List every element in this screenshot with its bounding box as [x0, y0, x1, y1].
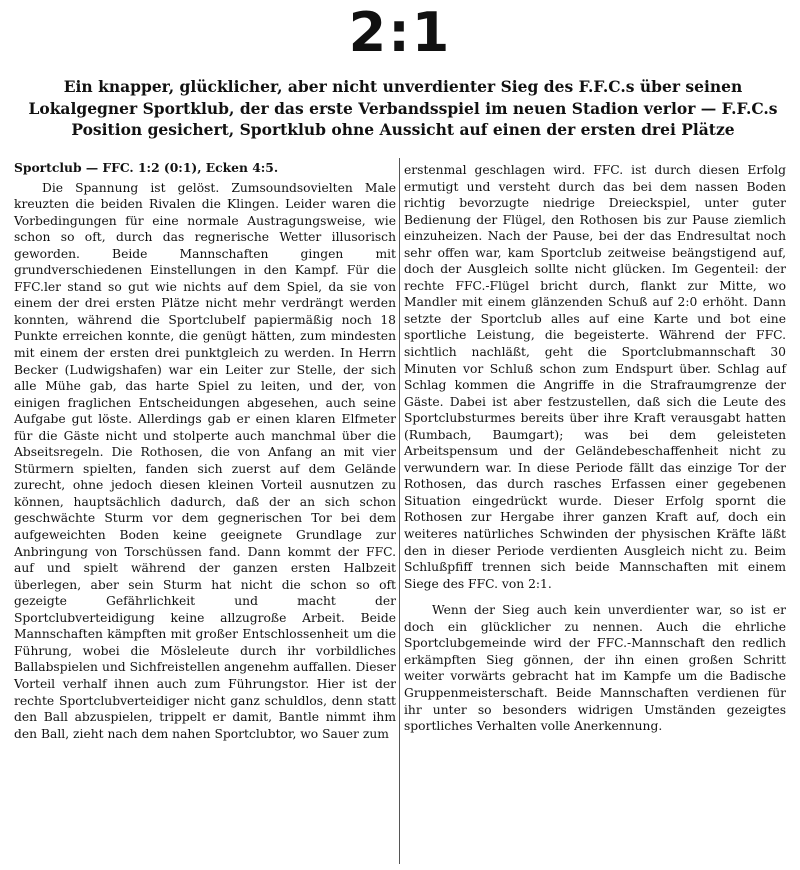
left-column: [14, 160, 396, 742]
article-paragraph: erstenmal geschlagen wird. FFC. ist durch diesen Erfolg ermutigt und versteht durch das bei dem nassen Boden richtig bevorzugte niedrige Dreieckspiel, unter guter Bedienung der Flügel, den Rothosen bis zur Pause ziemlich einzuheizen. Nach der Pause, bei der das Endresultat noch sehr offen war, kam Sportclub zeitweise beängstigend auf, doch der Ausgleich sollte nicht glücken. Im Gegenteil: der rechte FFC.-Flügel bricht durch, flankt zur Mitte, wo Mandler mit einem glänzenden Schuß auf 2:0 erhöht. Dann setzte der Sportclub alles auf eine Karte und bot eine sportliche Leistung, die begeisterte. Während der FFC. sichtlich nachläßt, geht die Sportclubmannschaft 30 Minuten vor Schluß schon zum Endspurt über. Schlag auf Schlag kommen die Angriffe in die Strafraumgrenze der Gäste. Dabei ist aber festzustellen, daß sich die Leute des Sportclubsturmes bereits über ihre Kraft verausgabt hatten (Rumbach, Baumgart); was bei dem geleisteten Arbeitspensum und der Geländebeschaffenheit nicht zu verwundern war. In diese Periode fällt das einzige Tor der Rothosen, das durch rasches Erfassen einer gegebenen Situation eingedrückt wurde. Dieser Erfolg spornt die Rothosen zur Hergabe ihrer ganzen Kraft auf, doch ein weiteres natürliches Schwinden der physischen Kräfte läßt den in dieser Periode verdienten Ausgleich nicht zu. Beim Schlußpfiff trennen sich beide Mannschaften mit einem Siege des FFC. von 2:1.: [404, 163, 786, 591]
match-result-line: Sportclub — FFC. 1:2 (0:1), Ecken 4:5.: [14, 160, 279, 175]
score-title: 2:1: [348, 1, 452, 64]
headline: Ein knapper, glücklicher, aber nicht unverdienter Sieg des F.F.C.s über seinen Lokalgegner Sportklub, der das erste Verbandsspiel im neuen Stadion verlor — F.F.C.s Position gesichert, Sportklub ohne Aussicht auf einen der ersten drei Plätze: [28, 77, 778, 139]
right-column: [404, 162, 786, 735]
article-paragraph: Die Spannung ist gelöst. Zumsoundsovielten Male kreuzten die beiden Rivalen die Klingen. Leider waren die Vorbedingungen für eine normale Austragungsweise, wie schon so oft, durch das regnerische Wetter illusorisch geworden. Beide Mannschaften gingen mit grundverschiedenen Einstellungen in den Kampf. Für die FFC.ler stand so gut wie nichts auf dem Spiel, da sie von einem der drei ersten Plätze nicht mehr verdrängt werden konnten, während die Sportclubelf papiermäßig noch 18 Punkte erreichen konnte, die genügt hätten, zum mindesten mit einem der ersten drei punktgleich zu werden. In Herrn Becker (Ludwigshafen) war ein Leiter zur Stelle, der sich alle Mühe gab, das harte Spiel zu leiten, und der, von einigen fraglichen Entscheidungen abgesehen, auch seine Aufgabe gut löste. Allerdings gab er einen klaren Elfmeter für die Gäste nicht und stolperte auch manchmal über die Abseitsregeln. Die Rothosen, die von Anfang an mit vier Stürmern spielten, fanden sich zuerst auf dem Gelände zurecht, ohne jedoch diesen kleinen Vorteil ausnutzen zu können, hauptsächlich dadurch, daß der an sich schon geschwächte Sturm vor dem gegnerischen Tor bei dem aufgeweichten Boden keine geeignete Grundlage zur Anbringung von Torschüssen fand. Dann kommt der FFC. auf und spielt während der ganzen ersten Halbzeit überlegen, aber sein Sturm hat nicht die schon so oft gezeigte Gefährlichkeit und macht der Sportclubverteidigung keine allzugroße Arbeit. Beide Mannschaften kämpften mit großer Entschlossenheit um die Führung, wobei die Mösleleute durch ihr vorbildliches Ballabspielen und Sichfreistellen angenehm auffallen. Dieser Vorteil verhalf ihnen auch zum Führungstor. Hier ist der rechte Sportclubverteidiger nicht ganz schuldlos, denn statt den Ball abzuspielen, trippelt er damit, Bantle nimmt ihm den Ball, zieht nach dem nahen Sportclubtor, wo Sauer zum: [14, 180, 396, 741]
column-divider: [399, 158, 400, 864]
article-paragraph: Wenn der Sieg auch kein unverdienter war, so ist er doch ein glücklicher zu nennen. Auch die ehrliche Sportclubgemeinde wird der FFC.-Mannschaft den redlich erkämpften Sieg gönnen, der ihn einen großen Schritt weiter vorwärts gebracht hat im Kampfe um die Badische Gruppenmeisterschaft. Beide Mannschaften verdienen für ihr unter so besonders widrigen Umständen gezeigtes sportliches Verhalten volle Anerkennung.: [404, 603, 786, 734]
